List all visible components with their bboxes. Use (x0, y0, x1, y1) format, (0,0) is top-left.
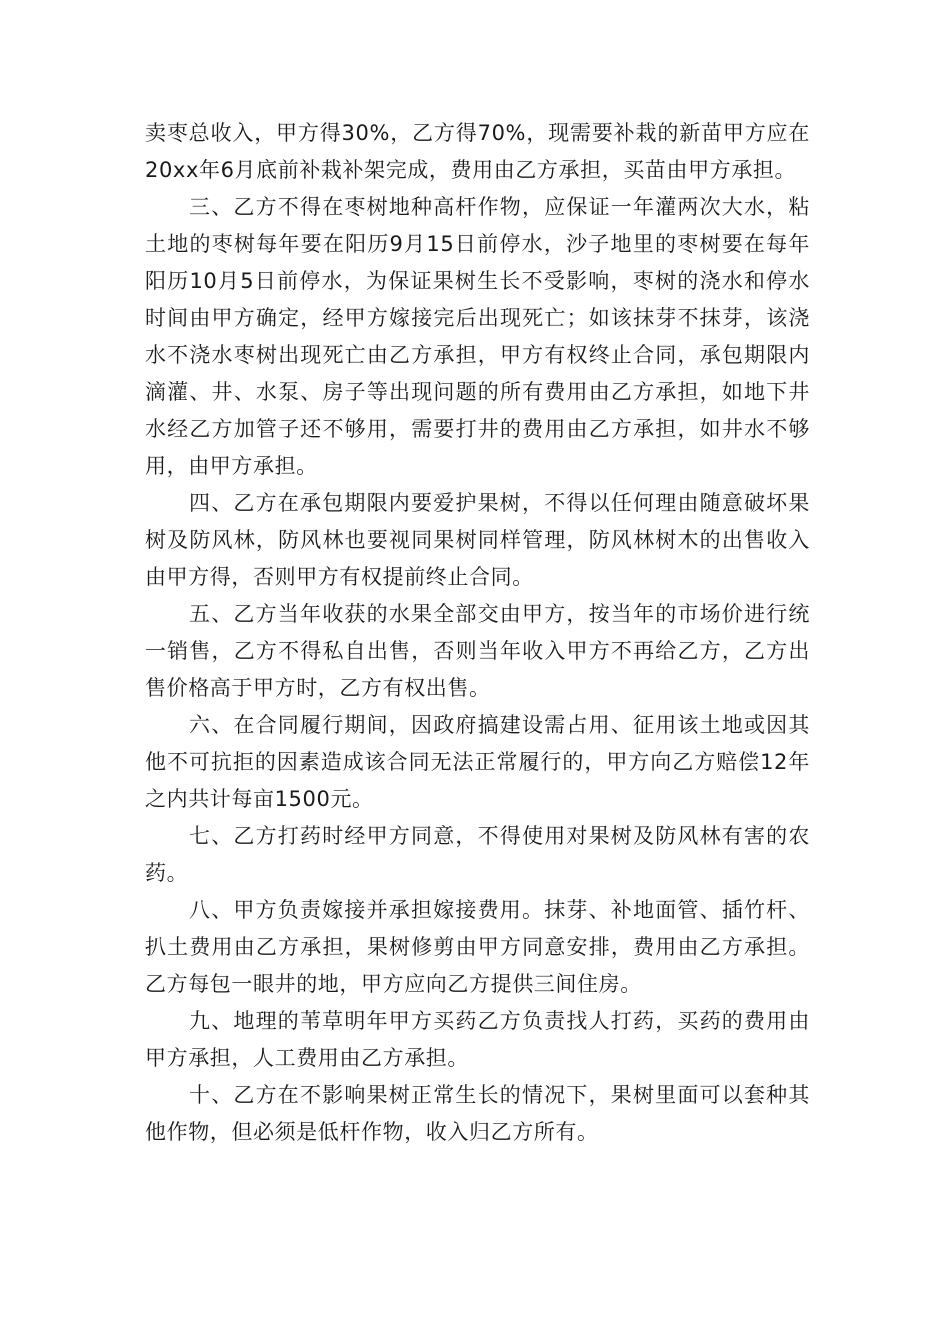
paragraph-continued: 卖枣总收入，甲方得30%，乙方得70%，现需要补栽的新苗甲方应在20xx年6月底前补栽补架完成，费用由乙方承担，买苗由甲方承担。 (145, 121, 810, 182)
paragraph-clause-6: 六、在合同履行期间，因政府搞建设需占用、征用该土地或因其他不可抗拒的因素造成该合同无法正常履行的，甲方向乙方赔偿12年之内共计每亩1500元。 (145, 713, 810, 811)
paragraph-clause-3: 三、乙方不得在枣树地种高杆作物，应保证一年灌两次大水，粘土地的枣树每年要在阳历9月15日前停水，沙子地里的枣树要在每年阳历10月5日前停水，为保证果树生长不受影响，枣树的浇水和停水时间由甲方确定，经甲方嫁接完后出现死亡；如该抹芽不抹芽，该浇水不浇水枣树出现死亡由乙方承担，甲方有权终止合同，承包期限内滴灌、井、水泵、房子等出现问题的所有费用由乙方承担，如地下井水经乙方加管子还不够用，需要打井的费用由乙方承担，如井水不够用，由甲方承担。 (145, 195, 810, 478)
paragraph-clause-4: 四、乙方在承包期限内要爱护果树，不得以任何理由随意破坏果树及防风林，防风林也要视同果树同样管理，防风林树木的出售收入由甲方得，否则甲方有权提前终止合同。 (145, 491, 810, 589)
paragraph-clause-9: 九、地理的苇草明年甲方买药乙方负责找人打药，买药的费用由甲方承担，人工费用由乙方承担。 (145, 1009, 810, 1070)
document-body (145, 115, 810, 1151)
paragraph-clause-7: 七、乙方打药时经甲方同意，不得使用对果树及防风林有害的农药。 (145, 824, 810, 885)
paragraph-clause-8: 八、甲方负责嫁接并承担嫁接费用。抹芽、补地面管、插竹杆、扒土费用由乙方承担，果树修剪由甲方同意安排，费用由乙方承担。乙方每包一眼井的地，甲方应向乙方提供三间住房。 (145, 898, 810, 996)
paragraph-clause-5: 五、乙方当年收获的水果全部交由甲方，按当年的市场价进行统一销售，乙方不得私自出售，否则当年收入甲方不再给乙方，乙方出售价格高于甲方时，乙方有权出售。 (145, 602, 810, 700)
paragraph-clause-10: 十、乙方在不影响果树正常生长的情况下，果树里面可以套种其他作物，但必须是低杆作物，收入归乙方所有。 (145, 1083, 810, 1144)
